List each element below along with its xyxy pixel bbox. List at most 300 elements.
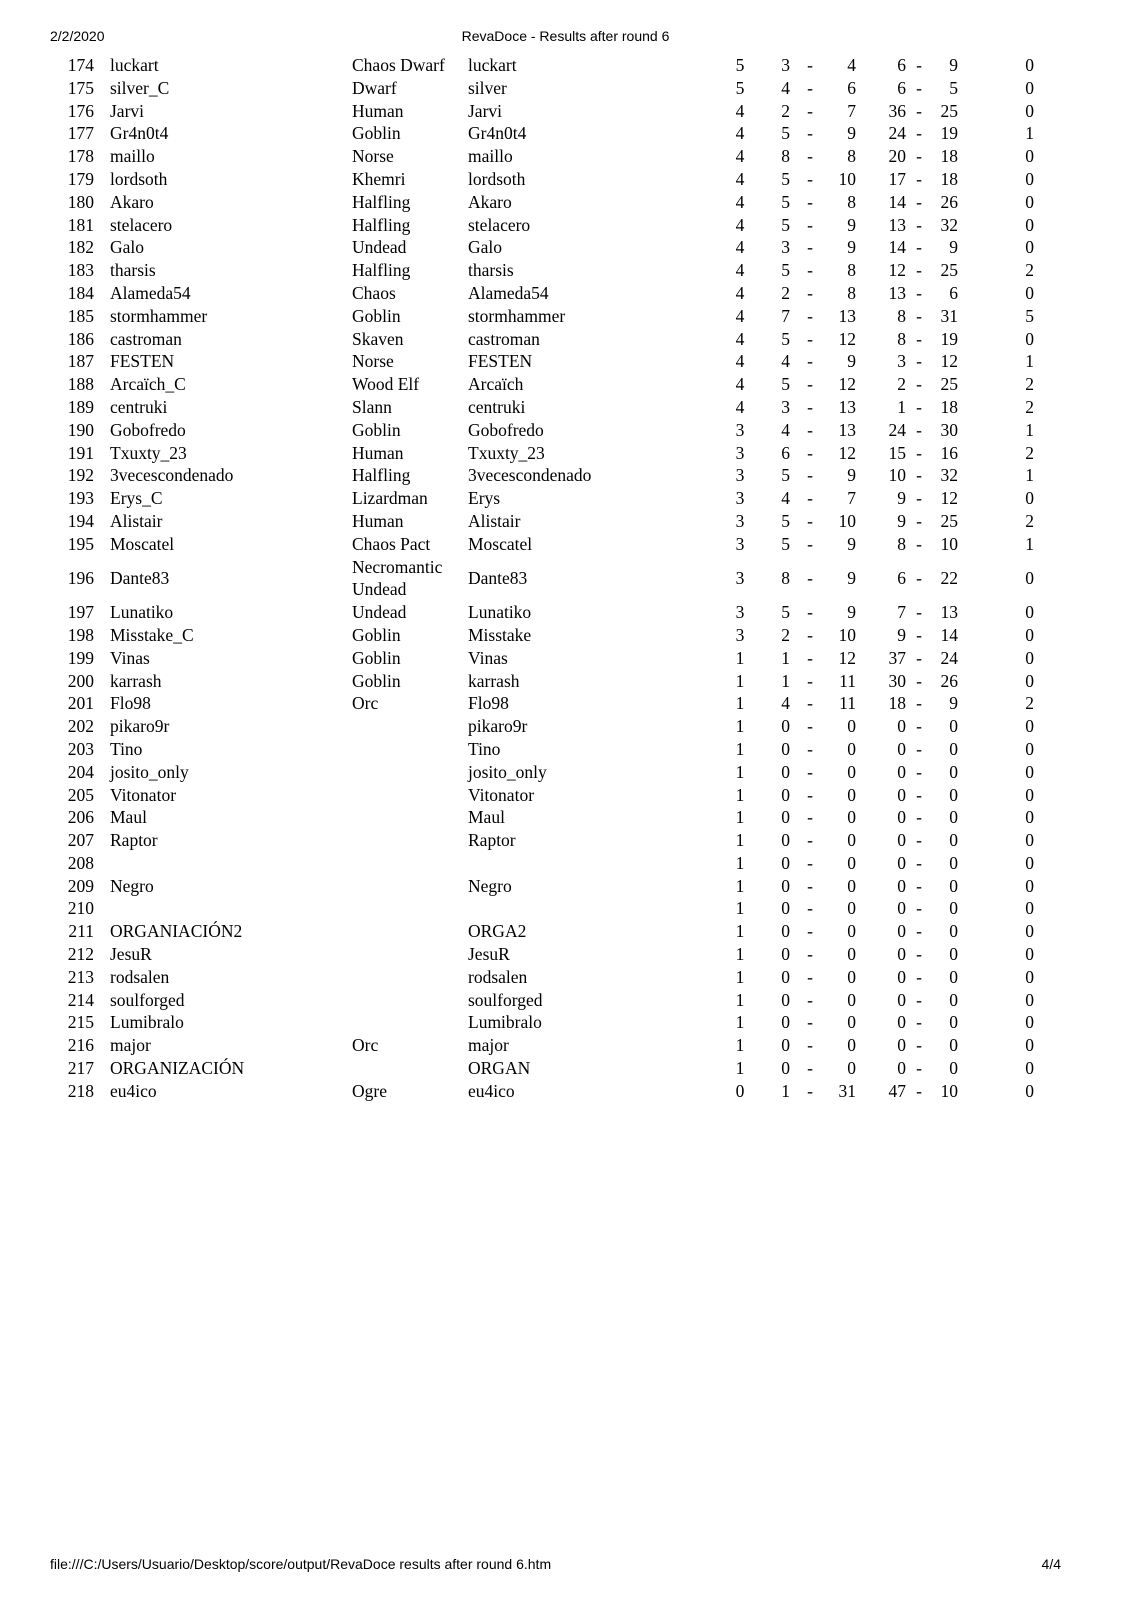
td-for-cell: 0 bbox=[781, 807, 790, 828]
race-cell: Wood Elf bbox=[352, 374, 420, 395]
td-against-cell: 9 bbox=[847, 602, 856, 623]
cas-separator: - bbox=[916, 567, 922, 588]
table-row bbox=[0, 966, 1131, 989]
cas-for-cell: 14 bbox=[888, 237, 906, 258]
coach-cell: ORGANIZACIÓN bbox=[110, 1058, 245, 1079]
cas-separator: - bbox=[916, 146, 922, 167]
cas-separator: - bbox=[916, 647, 922, 668]
table-row bbox=[0, 350, 1131, 373]
td-separator: - bbox=[807, 191, 813, 212]
td-separator: - bbox=[807, 784, 813, 805]
table-row bbox=[0, 77, 1131, 100]
cas-for-cell: 14 bbox=[888, 191, 906, 212]
coach-cell: Erys_C bbox=[110, 488, 163, 509]
extra-cell: 0 bbox=[1025, 670, 1034, 691]
cas-against-cell: 0 bbox=[949, 1035, 958, 1056]
table-row bbox=[0, 897, 1131, 920]
td-for-cell: 4 bbox=[781, 693, 790, 714]
team-cell: luckart bbox=[468, 55, 517, 75]
td-against-cell: 8 bbox=[847, 191, 856, 212]
coach-cell: Jarvi bbox=[110, 100, 145, 121]
points-cell: 5 bbox=[735, 55, 745, 75]
cas-separator: - bbox=[916, 784, 922, 805]
team-cell: Alistair bbox=[468, 510, 521, 531]
coach-cell: Maul bbox=[110, 807, 147, 828]
td-separator: - bbox=[807, 738, 813, 759]
cas-against-cell: 31 bbox=[940, 305, 958, 326]
cas-against-cell: 14 bbox=[940, 624, 958, 645]
points-cell: 3 bbox=[735, 419, 745, 440]
race-cell: Human bbox=[352, 442, 404, 463]
td-separator: - bbox=[807, 1035, 813, 1056]
cas-for-cell: 47 bbox=[888, 1080, 906, 1101]
td-separator: - bbox=[807, 1080, 813, 1101]
cas-against-cell: 18 bbox=[940, 168, 958, 189]
cas-separator: - bbox=[916, 738, 922, 759]
cas-separator: - bbox=[916, 214, 922, 235]
td-for-cell: 3 bbox=[781, 237, 790, 258]
points-cell: 1 bbox=[735, 761, 745, 782]
points-cell: 1 bbox=[735, 989, 745, 1010]
rank-cell: 190 bbox=[67, 419, 94, 440]
points-cell: 4 bbox=[735, 123, 745, 144]
extra-cell: 0 bbox=[1025, 100, 1034, 121]
cas-for-cell: 36 bbox=[888, 100, 906, 121]
extra-cell: 0 bbox=[1025, 921, 1034, 942]
cas-separator: - bbox=[916, 168, 922, 189]
td-against-cell: 13 bbox=[838, 396, 856, 417]
td-against-cell: 0 bbox=[847, 830, 856, 851]
team-cell: Lunatiko bbox=[468, 602, 532, 623]
cas-for-cell: 2 bbox=[897, 374, 906, 395]
cas-against-cell: 0 bbox=[949, 966, 958, 987]
td-against-cell: 7 bbox=[847, 100, 856, 121]
extra-cell: 1 bbox=[1025, 351, 1034, 372]
cas-separator: - bbox=[916, 989, 922, 1010]
cas-separator: - bbox=[916, 55, 922, 75]
table-row bbox=[0, 100, 1131, 123]
rank-cell: 181 bbox=[67, 214, 94, 235]
td-separator: - bbox=[807, 1058, 813, 1079]
team-cell: eu4ico bbox=[468, 1080, 515, 1101]
td-for-cell: 0 bbox=[781, 1058, 790, 1079]
table-row bbox=[0, 875, 1131, 898]
extra-cell: 0 bbox=[1025, 1080, 1034, 1101]
td-against-cell: 0 bbox=[847, 807, 856, 828]
td-against-cell: 31 bbox=[838, 1080, 856, 1101]
td-separator: - bbox=[807, 77, 813, 98]
cas-against-cell: 9 bbox=[949, 55, 958, 75]
race-cell: Slann bbox=[352, 396, 392, 417]
rank-cell: 209 bbox=[67, 875, 94, 896]
team-cell: Lumibralo bbox=[468, 1012, 542, 1033]
extra-cell: 1 bbox=[1025, 123, 1034, 144]
td-against-cell: 8 bbox=[847, 146, 856, 167]
td-separator: - bbox=[807, 807, 813, 828]
cas-against-cell: 0 bbox=[949, 830, 958, 851]
cas-against-cell: 0 bbox=[949, 898, 958, 919]
extra-cell: 2 bbox=[1025, 693, 1034, 714]
cas-for-cell: 30 bbox=[888, 670, 906, 691]
cas-for-cell: 6 bbox=[897, 77, 906, 98]
table-row bbox=[0, 692, 1131, 715]
extra-cell: 0 bbox=[1025, 852, 1034, 873]
points-cell: 3 bbox=[735, 510, 745, 531]
points-cell: 4 bbox=[735, 146, 745, 167]
td-separator: - bbox=[807, 966, 813, 987]
coach-cell: Akaro bbox=[110, 191, 154, 212]
points-cell: 4 bbox=[735, 351, 745, 372]
td-against-cell: 4 bbox=[847, 55, 856, 75]
table-row bbox=[0, 920, 1131, 943]
cas-for-cell: 24 bbox=[888, 419, 906, 440]
rank-cell: 206 bbox=[67, 807, 94, 828]
points-cell: 3 bbox=[735, 624, 745, 645]
table-row bbox=[0, 647, 1131, 670]
rank-cell: 208 bbox=[67, 852, 94, 873]
td-against-cell: 12 bbox=[838, 328, 856, 349]
extra-cell: 0 bbox=[1025, 966, 1034, 987]
td-against-cell: 6 bbox=[847, 77, 856, 98]
page-title: RevaDoce - Results after round 6 bbox=[461, 28, 670, 44]
td-for-cell: 3 bbox=[781, 396, 790, 417]
cas-against-cell: 18 bbox=[940, 146, 958, 167]
points-cell: 0 bbox=[735, 1080, 745, 1101]
td-separator: - bbox=[807, 510, 813, 531]
td-for-cell: 5 bbox=[781, 465, 790, 486]
points-cell: 1 bbox=[735, 647, 745, 668]
table-row bbox=[0, 145, 1131, 168]
race-cell: Dwarf bbox=[352, 77, 397, 98]
td-separator: - bbox=[807, 602, 813, 623]
table-row bbox=[0, 738, 1131, 761]
cas-for-cell: 0 bbox=[897, 898, 906, 919]
cas-against-cell: 0 bbox=[949, 944, 958, 965]
td-against-cell: 13 bbox=[838, 305, 856, 326]
race-cell: Goblin bbox=[352, 647, 401, 668]
cas-for-cell: 0 bbox=[897, 1012, 906, 1033]
team-cell: Gobofredo bbox=[468, 419, 544, 440]
rank-cell: 184 bbox=[67, 282, 94, 303]
cas-for-cell: 0 bbox=[897, 921, 906, 942]
cas-for-cell: 10 bbox=[888, 465, 906, 486]
table-row bbox=[0, 282, 1131, 305]
rank-cell: 185 bbox=[67, 305, 94, 326]
coach-cell: Tino bbox=[110, 738, 143, 759]
extra-cell: 0 bbox=[1025, 567, 1034, 588]
extra-cell: 0 bbox=[1025, 168, 1034, 189]
td-for-cell: 0 bbox=[781, 1035, 790, 1056]
coach-cell: FESTEN bbox=[110, 351, 175, 372]
cas-against-cell: 26 bbox=[940, 670, 958, 691]
td-separator: - bbox=[807, 488, 813, 509]
cas-against-cell: 25 bbox=[940, 374, 958, 395]
extra-cell: 2 bbox=[1025, 510, 1034, 531]
points-cell: 1 bbox=[735, 966, 745, 987]
cas-for-cell: 0 bbox=[897, 784, 906, 805]
rank-cell: 197 bbox=[67, 602, 94, 623]
td-for-cell: 8 bbox=[781, 146, 790, 167]
points-cell: 4 bbox=[735, 260, 745, 281]
td-separator: - bbox=[807, 328, 813, 349]
team-cell: Arcaïch bbox=[468, 374, 524, 395]
td-separator: - bbox=[807, 396, 813, 417]
cas-against-cell: 0 bbox=[949, 1058, 958, 1079]
cas-against-cell: 22 bbox=[940, 567, 958, 588]
points-cell: 1 bbox=[735, 807, 745, 828]
td-for-cell: 0 bbox=[781, 966, 790, 987]
td-separator: - bbox=[807, 852, 813, 873]
td-for-cell: 5 bbox=[781, 214, 790, 235]
cas-separator: - bbox=[916, 419, 922, 440]
cas-for-cell: 15 bbox=[888, 442, 906, 463]
td-for-cell: 0 bbox=[781, 830, 790, 851]
team-cell: Dante83 bbox=[468, 567, 528, 588]
points-cell: 4 bbox=[735, 374, 745, 395]
cas-separator: - bbox=[916, 1058, 922, 1079]
team-cell: Tino bbox=[468, 738, 501, 759]
extra-cell: 0 bbox=[1025, 830, 1034, 851]
race-cell: Lizardman bbox=[352, 488, 428, 509]
td-against-cell: 0 bbox=[847, 784, 856, 805]
table-row bbox=[0, 373, 1131, 396]
td-separator: - bbox=[807, 944, 813, 965]
points-cell: 4 bbox=[735, 396, 745, 417]
td-against-cell: 12 bbox=[838, 374, 856, 395]
rank-cell: 188 bbox=[67, 374, 94, 395]
cas-against-cell: 9 bbox=[949, 693, 958, 714]
rank-cell: 207 bbox=[67, 830, 94, 851]
td-separator: - bbox=[807, 260, 813, 281]
extra-cell: 0 bbox=[1025, 237, 1034, 258]
cas-separator: - bbox=[916, 807, 922, 828]
cas-separator: - bbox=[916, 1080, 922, 1101]
race-cell: Halfling bbox=[352, 191, 411, 212]
td-separator: - bbox=[807, 670, 813, 691]
coach-cell: 3vecescondenado bbox=[110, 465, 234, 486]
rank-cell: 187 bbox=[67, 351, 94, 372]
extra-cell: 2 bbox=[1025, 260, 1034, 281]
td-for-cell: 5 bbox=[781, 328, 790, 349]
table-row bbox=[0, 829, 1131, 852]
race-cell: Human bbox=[352, 100, 404, 121]
cas-for-cell: 37 bbox=[888, 647, 906, 668]
cas-against-cell: 24 bbox=[940, 647, 958, 668]
extra-cell: 2 bbox=[1025, 396, 1034, 417]
td-separator: - bbox=[807, 875, 813, 896]
td-for-cell: 0 bbox=[781, 761, 790, 782]
cas-separator: - bbox=[916, 966, 922, 987]
coach-cell: Raptor bbox=[110, 830, 158, 851]
rank-cell: 205 bbox=[67, 784, 94, 805]
table-row bbox=[0, 1057, 1131, 1080]
cas-against-cell: 30 bbox=[940, 419, 958, 440]
extra-cell: 1 bbox=[1025, 533, 1034, 554]
cas-against-cell: 19 bbox=[940, 328, 958, 349]
cas-against-cell: 0 bbox=[949, 921, 958, 942]
td-for-cell: 4 bbox=[781, 488, 790, 509]
rank-cell: 217 bbox=[67, 1058, 94, 1079]
td-for-cell: 5 bbox=[781, 123, 790, 144]
extra-cell: 0 bbox=[1025, 1058, 1034, 1079]
coach-cell: lordsoth bbox=[110, 168, 168, 189]
race-cell: Khemri bbox=[352, 168, 406, 189]
points-cell: 5 bbox=[735, 77, 745, 98]
race-cell: Undead bbox=[352, 602, 407, 623]
cas-for-cell: 0 bbox=[897, 1035, 906, 1056]
td-for-cell: 2 bbox=[781, 100, 790, 121]
rank-cell: 194 bbox=[67, 510, 94, 531]
td-for-cell: 0 bbox=[781, 898, 790, 919]
team-cell: Negro bbox=[468, 875, 512, 896]
td-separator: - bbox=[807, 351, 813, 372]
extra-cell: 1 bbox=[1025, 465, 1034, 486]
team-cell: rodsalen bbox=[468, 966, 528, 987]
race-cell: Norse bbox=[352, 146, 394, 167]
team-cell: stelacero bbox=[468, 214, 531, 235]
points-cell: 1 bbox=[735, 1035, 745, 1056]
cas-separator: - bbox=[916, 100, 922, 121]
team-cell: Akaro bbox=[468, 191, 512, 212]
points-cell: 4 bbox=[735, 237, 745, 258]
team-cell: FESTEN bbox=[468, 351, 533, 372]
td-against-cell: 0 bbox=[847, 761, 856, 782]
td-against-cell: 0 bbox=[847, 989, 856, 1010]
cas-for-cell: 0 bbox=[897, 807, 906, 828]
team-cell: Erys bbox=[468, 488, 501, 509]
race-cell: Skaven bbox=[352, 328, 404, 349]
cas-against-cell: 6 bbox=[949, 282, 958, 303]
points-cell: 3 bbox=[735, 567, 745, 588]
cas-for-cell: 0 bbox=[897, 989, 906, 1010]
cas-separator: - bbox=[916, 123, 922, 144]
cas-for-cell: 0 bbox=[897, 852, 906, 873]
team-cell: major bbox=[468, 1035, 509, 1056]
extra-cell: 0 bbox=[1025, 146, 1034, 167]
coach-cell: Flo98 bbox=[110, 693, 151, 714]
table-row bbox=[0, 191, 1131, 214]
race-cell: Halfling bbox=[352, 260, 411, 281]
rank-cell: 186 bbox=[67, 328, 94, 349]
race-cell: Goblin bbox=[352, 624, 401, 645]
points-cell: 3 bbox=[735, 442, 745, 463]
cas-against-cell: 25 bbox=[940, 510, 958, 531]
coach-cell: Vitonator bbox=[110, 784, 177, 805]
table-row bbox=[0, 510, 1131, 533]
coach-cell: castroman bbox=[110, 328, 182, 349]
rank-cell: 195 bbox=[67, 533, 94, 554]
extra-cell: 2 bbox=[1025, 374, 1034, 395]
cas-for-cell: 13 bbox=[888, 282, 906, 303]
cas-separator: - bbox=[916, 328, 922, 349]
table-row bbox=[0, 396, 1131, 419]
cas-against-cell: 25 bbox=[940, 100, 958, 121]
rank-cell: 176 bbox=[67, 100, 94, 121]
team-cell: tharsis bbox=[468, 260, 514, 281]
cas-against-cell: 0 bbox=[949, 784, 958, 805]
cas-against-cell: 0 bbox=[949, 716, 958, 737]
extra-cell: 0 bbox=[1025, 77, 1034, 98]
cas-separator: - bbox=[916, 305, 922, 326]
coach-cell: soulforged bbox=[110, 989, 185, 1010]
td-against-cell: 0 bbox=[847, 1035, 856, 1056]
race-cell: Halfling bbox=[352, 465, 411, 486]
cas-separator: - bbox=[916, 465, 922, 486]
extra-cell: 0 bbox=[1025, 898, 1034, 919]
table-row bbox=[0, 168, 1131, 191]
td-against-cell: 0 bbox=[847, 944, 856, 965]
team-cell: Alameda54 bbox=[468, 282, 549, 303]
points-cell: 3 bbox=[735, 465, 745, 486]
coach-cell: Gr4n0t4 bbox=[110, 123, 169, 144]
td-separator: - bbox=[807, 168, 813, 189]
cas-against-cell: 0 bbox=[949, 738, 958, 759]
coach-cell: Arcaïch_C bbox=[110, 374, 186, 395]
coach-cell: rodsalen bbox=[110, 966, 170, 987]
cas-against-cell: 0 bbox=[949, 875, 958, 896]
table-row bbox=[0, 761, 1131, 784]
cas-separator: - bbox=[916, 351, 922, 372]
points-cell: 1 bbox=[735, 921, 745, 942]
table-row bbox=[0, 806, 1131, 829]
td-for-cell: 8 bbox=[781, 567, 790, 588]
td-separator: - bbox=[807, 374, 813, 395]
td-separator: - bbox=[807, 898, 813, 919]
team-cell: Maul bbox=[468, 807, 505, 828]
points-cell: 3 bbox=[735, 602, 745, 623]
table-row bbox=[0, 533, 1131, 556]
extra-cell: 0 bbox=[1025, 738, 1034, 759]
team-cell: Moscatel bbox=[468, 533, 533, 554]
td-against-cell: 10 bbox=[838, 624, 856, 645]
race-cell: Goblin bbox=[352, 419, 401, 440]
td-for-cell: 0 bbox=[781, 1012, 790, 1033]
print-date: 2/2/2020 bbox=[50, 28, 105, 44]
td-for-cell: 5 bbox=[781, 602, 790, 623]
coach-cell: Lumibralo bbox=[110, 1012, 184, 1033]
table-row bbox=[0, 556, 1131, 602]
cas-separator: - bbox=[916, 77, 922, 98]
cas-against-cell: 26 bbox=[940, 191, 958, 212]
cas-separator: - bbox=[916, 442, 922, 463]
team-cell: Misstake bbox=[468, 624, 532, 645]
td-separator: - bbox=[807, 647, 813, 668]
td-for-cell: 5 bbox=[781, 260, 790, 281]
td-against-cell: 11 bbox=[839, 693, 856, 714]
cas-for-cell: 9 bbox=[897, 510, 906, 531]
td-separator: - bbox=[807, 921, 813, 942]
td-separator: - bbox=[807, 716, 813, 737]
table-row bbox=[0, 784, 1131, 807]
td-for-cell: 4 bbox=[781, 419, 790, 440]
coach-cell: luckart bbox=[110, 55, 159, 75]
td-for-cell: 7 bbox=[781, 305, 790, 326]
cas-against-cell: 32 bbox=[940, 214, 958, 235]
td-against-cell: 9 bbox=[847, 214, 856, 235]
td-separator: - bbox=[807, 567, 813, 588]
coach-cell: Alistair bbox=[110, 510, 163, 531]
points-cell: 4 bbox=[735, 282, 745, 303]
cas-for-cell: 8 bbox=[897, 328, 906, 349]
cas-against-cell: 0 bbox=[949, 761, 958, 782]
cas-for-cell: 9 bbox=[897, 624, 906, 645]
team-cell: karrash bbox=[468, 670, 520, 691]
points-cell: 1 bbox=[735, 852, 745, 873]
td-against-cell: 12 bbox=[838, 442, 856, 463]
cas-separator: - bbox=[916, 875, 922, 896]
td-against-cell: 0 bbox=[847, 716, 856, 737]
race-cell: Ogre bbox=[352, 1080, 387, 1101]
